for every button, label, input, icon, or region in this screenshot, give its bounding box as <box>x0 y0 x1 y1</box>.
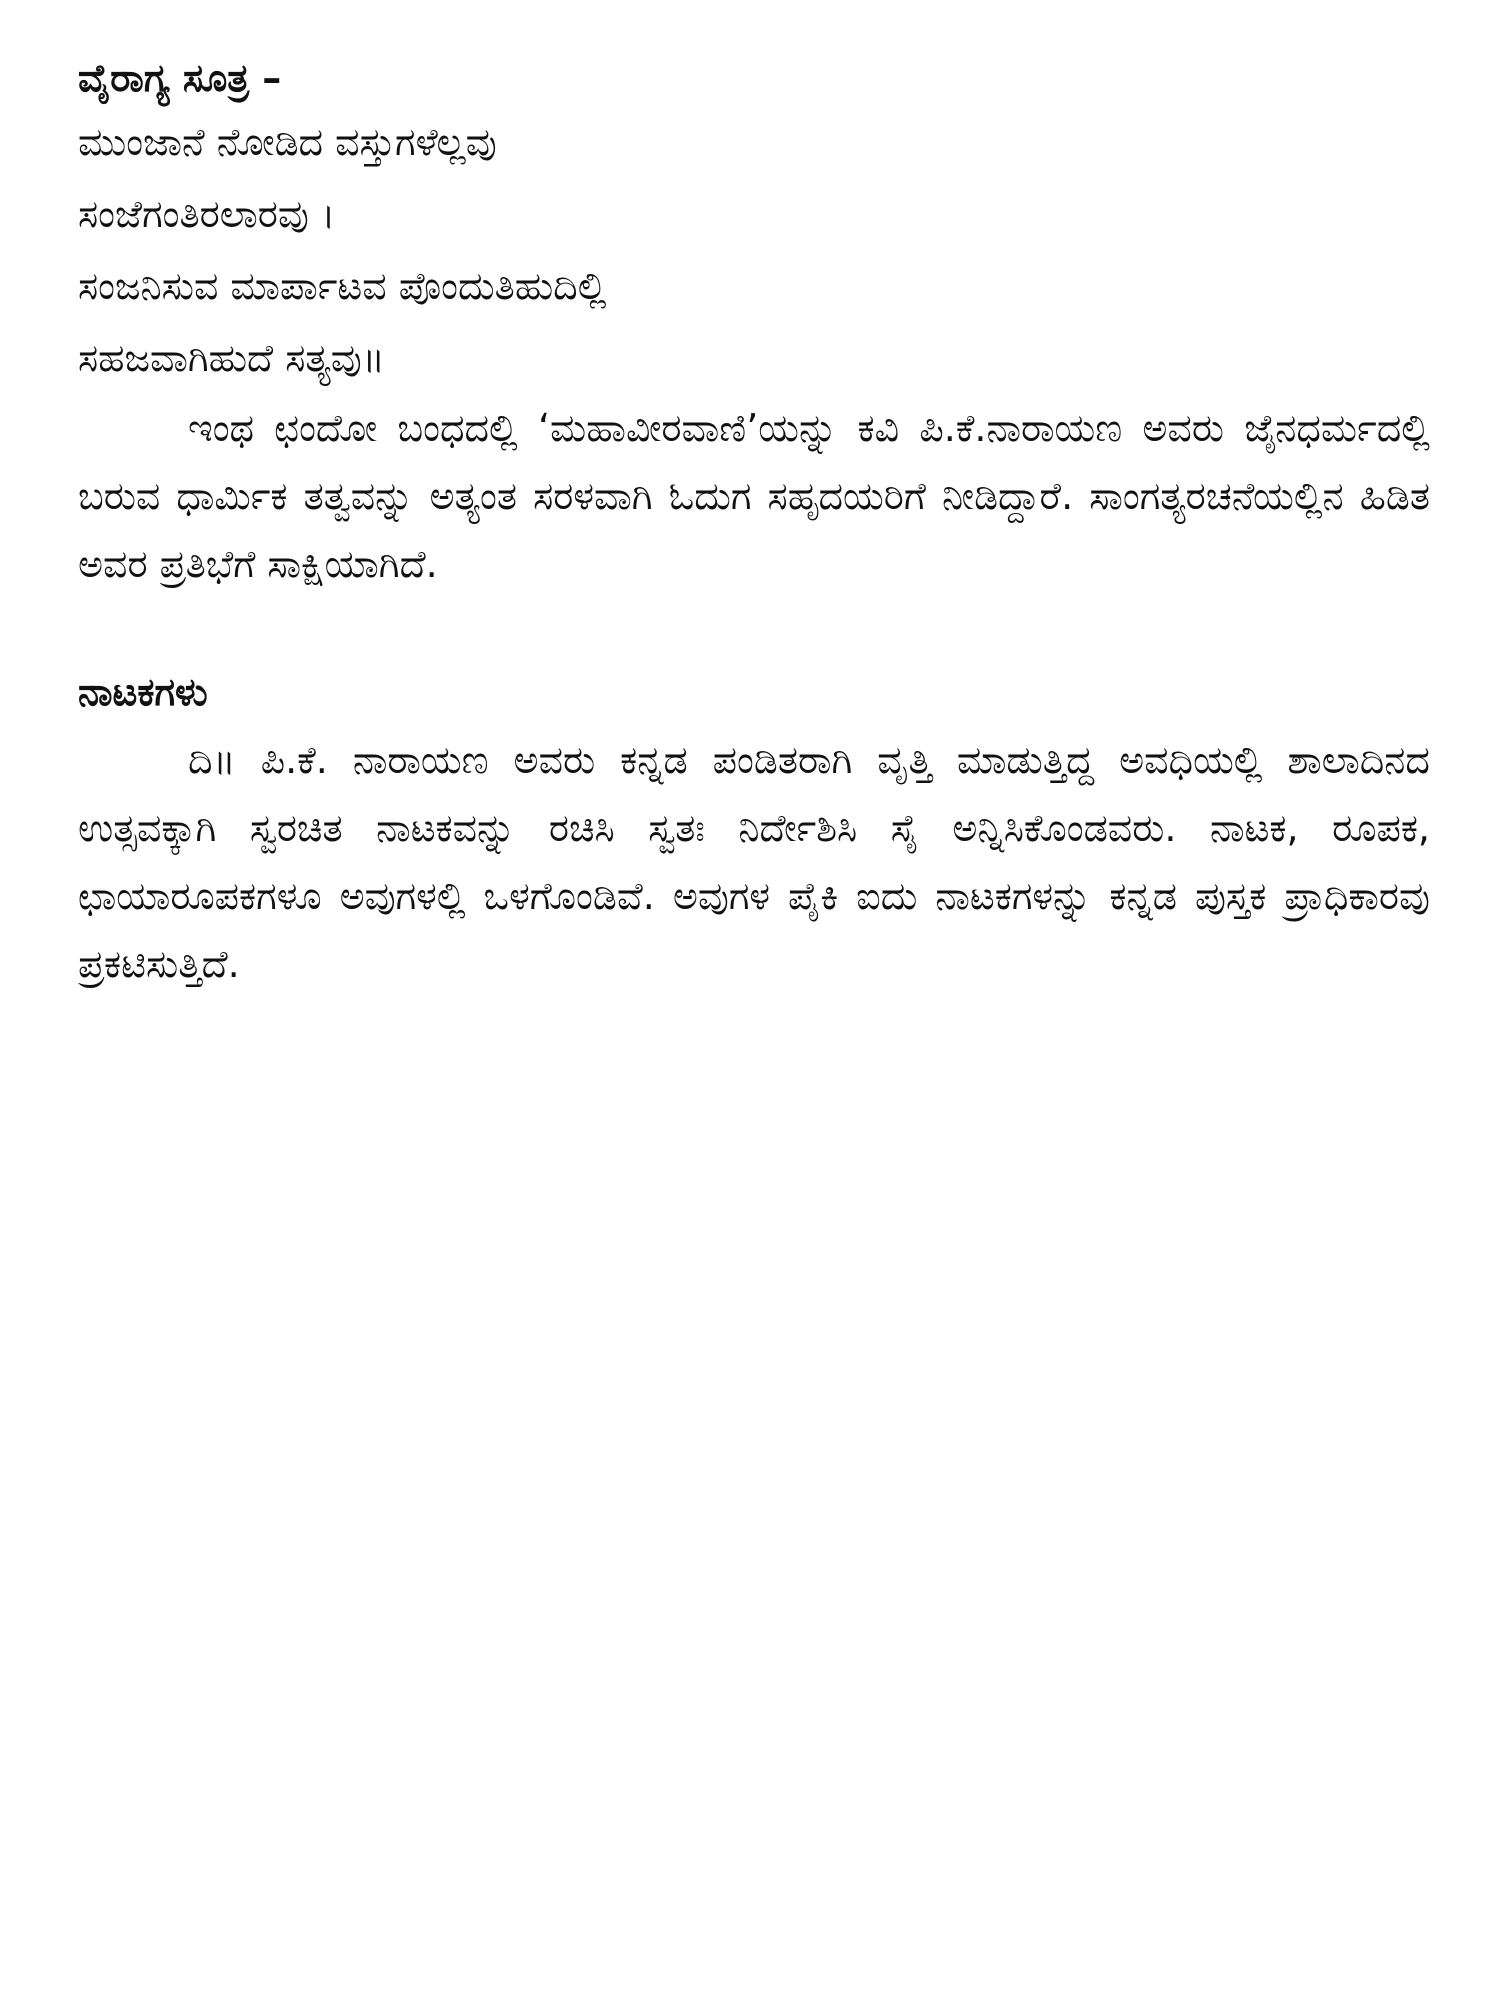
verse-line: ಸಂಜನಿಸುವ ಮಾರ್ಪಾಟವ ಪೊಂದುತಿಹುದಿಲ್ಲಿ <box>78 264 607 308</box>
section-divider-space <box>78 598 1430 664</box>
paragraph-mahaveeravani: ಇಂಥ ಛಂದೋ ಬಂಧದಲ್ಲಿ ‘ಮಹಾವೀರವಾಣಿ’ಯನ್ನು ಕವಿ ಪಿ.ಕೆ.ನಾರಾಯಣ ಅವರು ಜೈನಧರ್ಮದಲ್ಲಿ ಬರುವ ಧಾರ್ಮಿಕ ತತ್ವವನ್ನು ಅತ್ಯಂತ ಸರಳವಾಗಿ ಓದುಗ ಸಹೃದಯರಿಗೆ ನೀಡಿದ್ದಾರೆ. ಸಾಂಗತ್ಯರಚನೆಯಲ್ಲಿನ ಹಿಡಿತ ಅವರ ಪ್ರತಿಭೆಗೆ ಸಾಕ್ಷಿಯಾಗಿದೆ. <box>78 406 1430 586</box>
verse-line: ಮುಂಜಾನೆ ನೋಡಿದ ವಸ್ತುಗಳೆಲ್ಲವು <box>78 120 497 164</box>
section-heading-vairagya-sutra: ವೈರಾಗ್ಯ ಸೂತ್ರ – <box>78 56 282 100</box>
verse-block <box>78 106 1430 394</box>
paragraph-natakagalu: ದಿ॥ ಪಿ.ಕೆ. ನಾರಾಯಣ ಅವರು ಕನ್ನಡ ಪಂಡಿತರಾಗಿ ವೃತ್ತಿ ಮಾಡುತ್ತಿದ್ದ ಅವಧಿಯಲ್ಲಿ ಶಾಲಾದಿನದ ಉತ್ಸವಕ್ಕಾಗಿ ಸ್ವರಚಿತ ನಾಟಕವನ್ನು ರಚಿಸಿ ಸ್ವತಃ ನಿರ್ದೇಶಿಸಿ ಸೈ ಅನ್ನಿಸಿಕೊಂಡವರು. ನಾಟಕ, ರೂಪಕ, ಛಾಯಾರೂಪಕಗಳೂ ಅವುಗಳಲ್ಲಿ ಒಳಗೊಂಡಿವೆ. ಅವುಗಳ ಪೈಕಿ ಐದು ನಾಟಕಗಳನ್ನು ಕನ್ನಡ ಪುಸ್ತಕ ಪ್ರಾಧಿಕಾರವು ಪ್ರಕಟಿಸುತ್ತಿದೆ. <box>78 738 1430 986</box>
document-page <box>78 50 1430 998</box>
verse-line: ಸಹಜವಾಗಿಹುದೆ ಸತ್ಯವು॥ <box>78 336 385 380</box>
section-heading-natakagalu: ನಾಟಕಗಳು <box>78 670 208 714</box>
verse-line: ಸಂಜೆಗಂತಿರಲಾರವು । <box>78 192 336 236</box>
